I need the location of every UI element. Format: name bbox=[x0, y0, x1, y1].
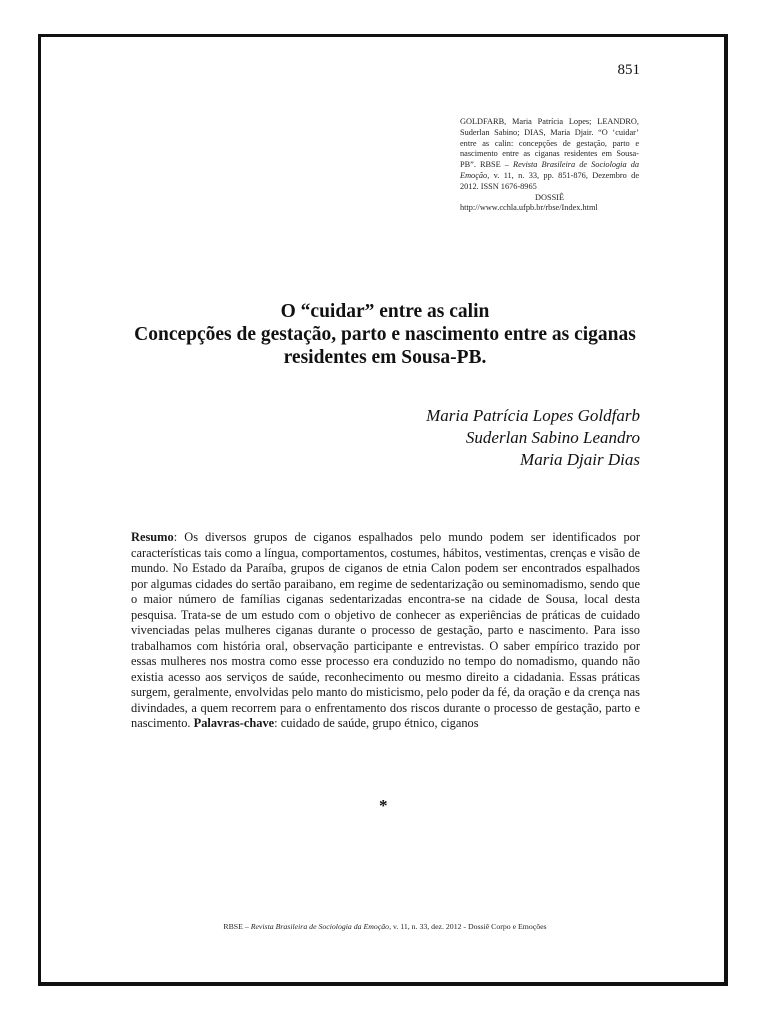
citation-url[interactable]: http://www.cchla.ufpb.br/rbse/Index.html bbox=[460, 203, 598, 213]
citation-journal-abbr: RBSE – bbox=[479, 160, 509, 170]
author-list bbox=[426, 405, 640, 471]
citation-article: “O ‘cuidar’ entre as calin: concepções de gestação, parto e nascimento entre as ciganas residentes em Sousa-PB”. bbox=[460, 127, 639, 170]
keywords-text: : cuidado de saúde, grupo étnico, ciganos bbox=[274, 716, 479, 730]
author-1: Maria Patrícia Lopes Goldfarb bbox=[426, 406, 640, 425]
footer-prefix: RBSE – bbox=[223, 922, 249, 931]
section-separator: * bbox=[379, 796, 388, 815]
citation-journal-name: Revista Brasileira de Sociologia da Emoção, bbox=[460, 160, 639, 180]
citation-authors: GOLDFARB, Maria Patrícia Lopes; LEANDRO, Suderlan Sabino; DIAS, Maria Djair. bbox=[460, 117, 639, 137]
keywords-label: Palavras-chave bbox=[193, 716, 275, 730]
title-line-1: O “cuidar” entre as calin bbox=[280, 301, 490, 322]
abstract bbox=[131, 530, 640, 732]
article-title bbox=[120, 300, 650, 369]
citation-section: DOSSIÊ bbox=[534, 192, 565, 202]
abstract-text: : Os diversos grupos de ciganos espalhados pelo mundo podem ser identificados por características tais como a língua, comportamentos, costumes, hábitos, vestimentas, crenças e visão de mundo. No Estado da Paraíba, grupos de ciganos de etnia Calon podem ser encontrados espalhados por algumas cidades do sertão paraibano, em regime de sedentarização ou seminomadismo, sendo que o maior número de famílias ciganas sedentarizadas encontra-se na cidade de Sousa, local desta pesquisa. Trata-se de um estudo com o objetivo de conhecer as experiências de práticas de cuidado vivenciadas pelas mulheres ciganas durante o processo de gestação, parto e nascimento. Para isso trabalhamos com história oral, observação participante e entrevistas. O saber empírico trazido por essas mulheres nos mostra como esse processo era conduzido no tempo do nomadismo, quando não existia acesso aos serviços de saúde, reconhecimento ou mesmo direito a cidadania. Essas práticas surgem, geralmente, envolvidas pelo manto do misticismo, pelo poder da fé, da oração e da crença nas divindades, a quem recorrem para o enfrentamento dos riscos durante o processo de gestação, parto e nascimento. bbox=[131, 530, 640, 730]
abstract-label: Resumo bbox=[131, 530, 174, 544]
citation-volume: v. 11, n. 33, pp. 851-876, Dezembro de 2012. ISSN 1676-8965 bbox=[460, 170, 640, 191]
footer-rest: v. 11, n. 33, dez. 2012 - Dossiê Corpo e Emoções bbox=[392, 922, 547, 931]
citation-block bbox=[460, 117, 639, 214]
title-line-2: Concepções de gestação, parto e nascimento entre as ciganas residentes em Sousa-PB. bbox=[134, 324, 636, 368]
page-footer bbox=[0, 922, 770, 931]
footer-journal: Revista Brasileira de Sociologia da Emoção, bbox=[250, 922, 392, 931]
author-3: Maria Djair Dias bbox=[520, 450, 640, 469]
page-number: 851 bbox=[617, 62, 640, 78]
author-2: Suderlan Sabino Leandro bbox=[465, 428, 640, 447]
